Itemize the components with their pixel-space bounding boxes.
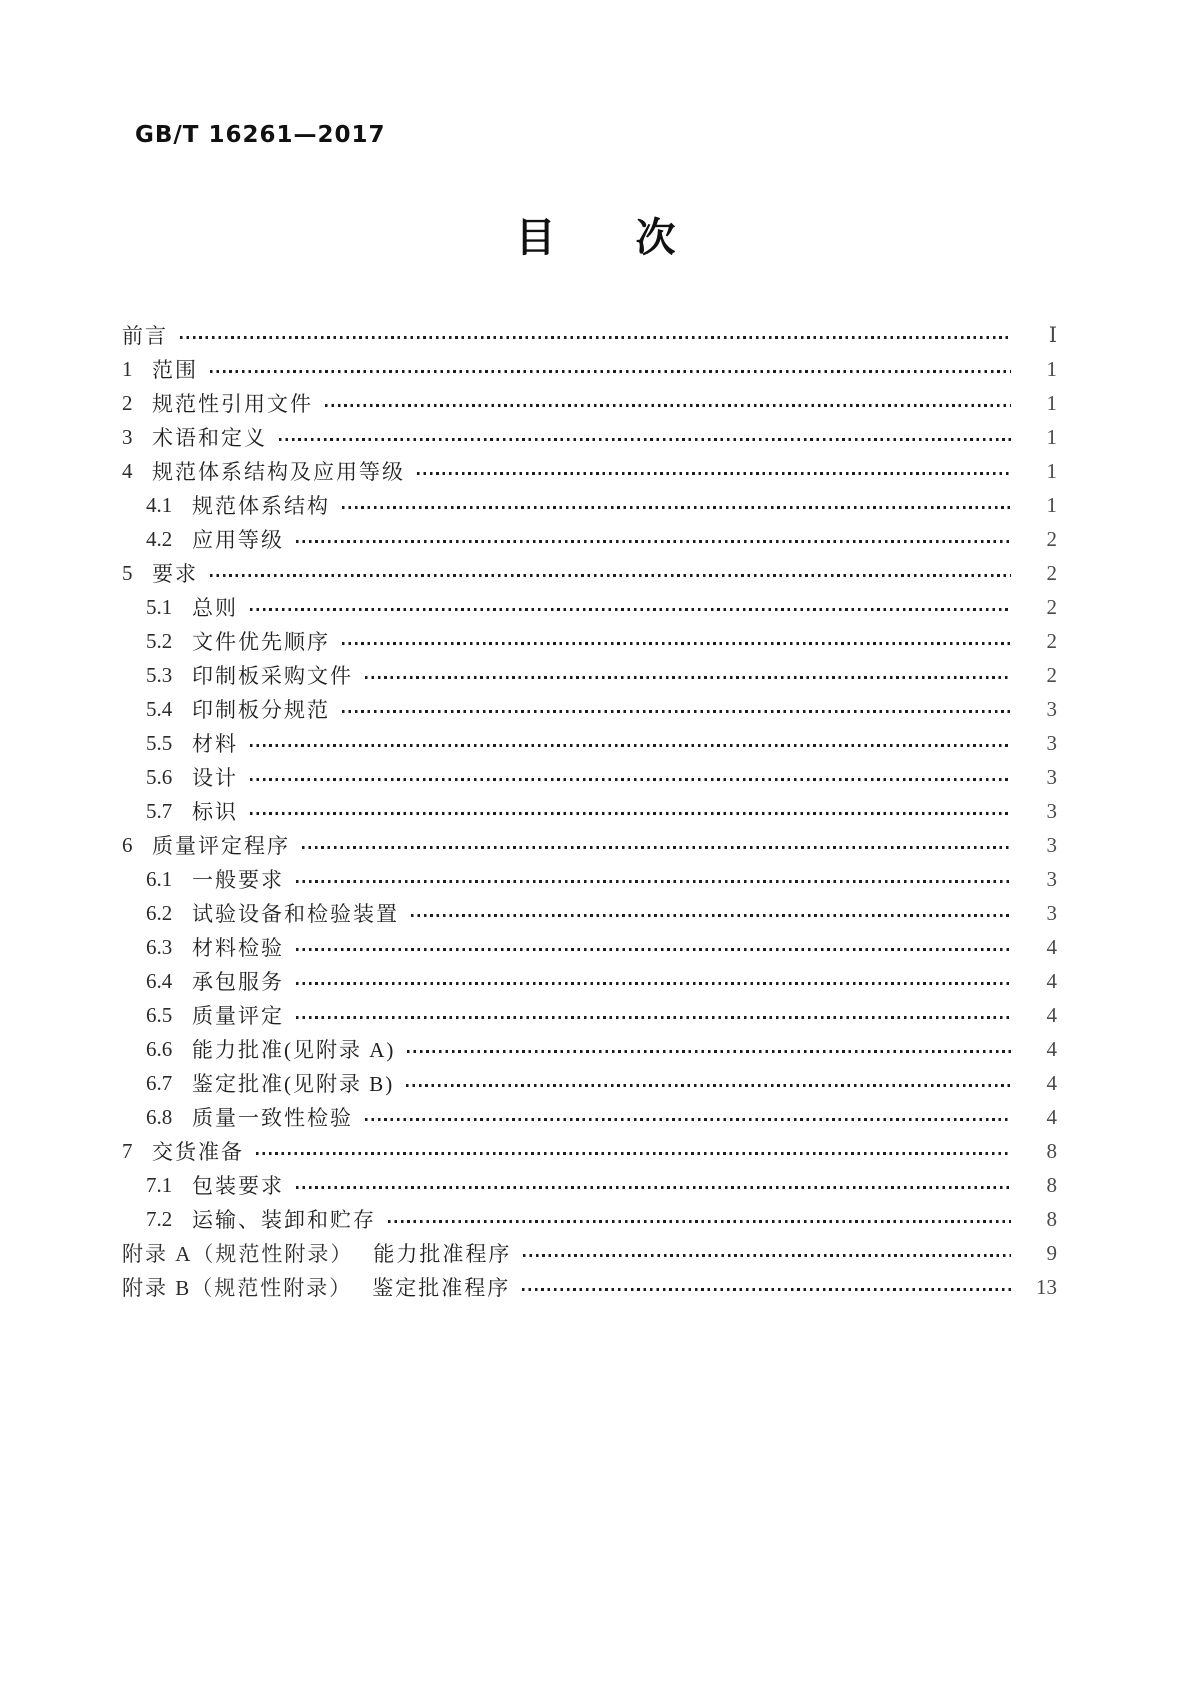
dot-leader	[250, 812, 1011, 815]
toc-entry-page: 4	[1046, 1036, 1057, 1061]
dot-leader	[406, 1084, 1011, 1087]
dot-leader	[302, 846, 1011, 849]
toc-entry-page: 3	[1046, 730, 1057, 755]
dot-leader	[279, 438, 1011, 441]
dot-leader	[417, 472, 1011, 475]
dot-leader	[296, 1016, 1011, 1019]
toc-entry-label: 前言	[122, 324, 168, 348]
toc-entry-number: 3	[122, 424, 133, 449]
dot-leader	[296, 540, 1011, 543]
toc-entry-number: 附录 B（规范性附录）	[122, 1276, 353, 1300]
toc-entry-number: 6.3	[146, 934, 173, 959]
toc-entry-number: 7	[122, 1138, 133, 1163]
toc-entry-4	[122, 454, 1057, 488]
toc-entry-label: 总则	[192, 596, 238, 620]
toc-entry-page: 4	[1046, 934, 1057, 959]
toc-entry-number: 4.1	[146, 492, 173, 517]
toc-entry-3	[122, 420, 1057, 454]
toc-entry-number: 6	[122, 832, 133, 857]
toc-entry-5-1	[122, 590, 1057, 624]
toc-entry-label: 规范性引用文件	[152, 392, 313, 416]
dot-leader	[523, 1254, 1011, 1257]
dot-leader	[210, 574, 1011, 577]
toc-entry-page: 3	[1046, 764, 1057, 789]
toc-entry-6-7	[122, 1066, 1057, 1100]
dot-leader	[250, 608, 1011, 611]
toc-entry-page: 8	[1046, 1138, 1057, 1163]
toc-entry-label: 能力批准(见附录 A)	[192, 1038, 396, 1062]
toc-entry-1	[122, 352, 1057, 386]
toc-entry-label: 规范体系结构及应用等级	[152, 460, 405, 484]
toc-entry-number: 6.4	[146, 968, 173, 993]
toc-entry-page: 1	[1046, 458, 1057, 483]
dot-leader	[296, 948, 1011, 951]
toc-entry-page: 3	[1046, 832, 1057, 857]
toc-entry-number: 5	[122, 560, 133, 585]
toc-entry-2	[122, 386, 1057, 420]
toc-entry-label: 鉴定批准(见附录 B)	[192, 1072, 395, 1096]
dot-leader	[365, 676, 1011, 679]
toc-entry-6-2	[122, 896, 1057, 930]
toc-entry-page: 13	[1036, 1274, 1057, 1299]
toc-entry-label: 印制板采购文件	[192, 664, 353, 688]
toc-entry-page: 9	[1046, 1240, 1057, 1265]
toc-entry-5-4	[122, 692, 1057, 726]
toc-entry-page: 1	[1046, 492, 1057, 517]
dot-leader	[342, 506, 1011, 509]
toc-entry-label: 一般要求	[192, 868, 284, 892]
toc-entry-label: 质量评定程序	[152, 834, 290, 858]
toc-entry-5	[122, 556, 1057, 590]
toc-entry-label: 承包服务	[192, 970, 284, 994]
toc-entry-number: 5.2	[146, 628, 173, 653]
dot-leader	[365, 1118, 1011, 1121]
toc-entry-number: 6.1	[146, 866, 173, 891]
dot-leader	[411, 914, 1011, 917]
table-of-contents	[122, 318, 1057, 1304]
toc-entry-page: 1	[1046, 424, 1057, 449]
toc-entry-5-5	[122, 726, 1057, 760]
standard-number: GB/T 16261—2017	[135, 122, 386, 148]
dot-leader	[210, 370, 1011, 373]
toc-entry-5-3	[122, 658, 1057, 692]
toc-entry-label: 质量评定	[192, 1004, 284, 1028]
dot-leader	[296, 982, 1011, 985]
toc-entry-label: 交货准备	[152, 1140, 244, 1164]
toc-entry-label: 范围	[152, 358, 198, 382]
toc-entry-number: 5.5	[146, 730, 173, 755]
toc-entry-number: 7.1	[146, 1172, 173, 1197]
toc-entry-6	[122, 828, 1057, 862]
dot-leader	[388, 1220, 1011, 1223]
toc-entry-page: 2	[1046, 526, 1057, 551]
toc-entry-page: 1	[1046, 356, 1057, 381]
toc-entry-number: 6.7	[146, 1070, 173, 1095]
page-title: 目 次	[515, 215, 676, 260]
toc-entry-5-7	[122, 794, 1057, 828]
toc-entry-appendix-b	[122, 1270, 1057, 1304]
toc-entry-6-8	[122, 1100, 1057, 1134]
toc-entry-label: 质量一致性检验	[192, 1106, 353, 1130]
toc-entry-4-1	[122, 488, 1057, 522]
toc-entry-6-6	[122, 1032, 1057, 1066]
toc-entry-page: 2	[1046, 560, 1057, 585]
toc-entry-appendix-a	[122, 1236, 1057, 1270]
toc-entry-label: 试验设备和检验装置	[192, 902, 399, 926]
toc-entry-page: Ⅰ	[1048, 322, 1057, 347]
toc-entry-number: 2	[122, 390, 133, 415]
toc-entry-label: 印制板分规范	[192, 698, 330, 722]
toc-entry-label: 材料检验	[192, 936, 284, 960]
toc-entry-label: 材料	[192, 732, 238, 756]
toc-entry-label: 规范体系结构	[192, 494, 330, 518]
toc-entry-label: 术语和定义	[152, 426, 267, 450]
toc-entry-number: 1	[122, 356, 133, 381]
toc-entry-number: 5.7	[146, 798, 173, 823]
dot-leader	[325, 404, 1011, 407]
toc-entry-page: 4	[1046, 1070, 1057, 1095]
toc-entry-page: 2	[1046, 662, 1057, 687]
toc-entry-label: 文件优先顺序	[192, 630, 330, 654]
toc-entry-6-5	[122, 998, 1057, 1032]
toc-entry-page: 4	[1046, 968, 1057, 993]
dot-leader	[250, 744, 1011, 747]
toc-entry-number: 4	[122, 458, 133, 483]
toc-entry-page: 3	[1046, 900, 1057, 925]
toc-entry-number: 5.4	[146, 696, 173, 721]
toc-entry-number: 4.2	[146, 526, 173, 551]
toc-entry-number: 5.1	[146, 594, 173, 619]
dot-leader	[296, 1186, 1011, 1189]
toc-entry-page: 2	[1046, 628, 1057, 653]
dot-leader	[522, 1288, 1011, 1291]
toc-entry-label: 能力批准程序	[373, 1242, 512, 1266]
toc-entry-label: 鉴定批准程序	[372, 1276, 511, 1300]
toc-entry-page: 3	[1046, 696, 1057, 721]
toc-entry-7	[122, 1134, 1057, 1168]
toc-entry-7-1	[122, 1168, 1057, 1202]
toc-entry-4-2	[122, 522, 1057, 556]
toc-entry-number: 6.2	[146, 900, 173, 925]
toc-entry-page: 1	[1046, 390, 1057, 415]
toc-entry-label: 标识	[192, 800, 238, 824]
dot-leader	[250, 778, 1011, 781]
toc-entry-number: 5.3	[146, 662, 173, 687]
toc-entry-page: 2	[1046, 594, 1057, 619]
dot-leader	[180, 336, 1011, 339]
toc-entry-page: 8	[1046, 1172, 1057, 1197]
toc-entry-6-1	[122, 862, 1057, 896]
toc-entry-5-6	[122, 760, 1057, 794]
toc-entry-page: 8	[1046, 1206, 1057, 1231]
dot-leader	[296, 880, 1011, 883]
toc-entry-number: 5.6	[146, 764, 173, 789]
toc-entry-number: 7.2	[146, 1206, 173, 1231]
toc-entry-foreword	[122, 318, 1057, 352]
toc-entry-page: 4	[1046, 1104, 1057, 1129]
toc-entry-6-4	[122, 964, 1057, 998]
dot-leader	[342, 710, 1011, 713]
dot-leader	[256, 1152, 1011, 1155]
toc-entry-label: 包装要求	[192, 1174, 284, 1198]
toc-entry-6-3	[122, 930, 1057, 964]
toc-entry-number: 6.8	[146, 1104, 173, 1129]
toc-entry-label: 要求	[152, 562, 198, 586]
toc-entry-label: 设计	[192, 766, 238, 790]
toc-entry-page: 3	[1046, 866, 1057, 891]
toc-entry-number: 6.6	[146, 1036, 173, 1061]
toc-entry-number: 6.5	[146, 1002, 173, 1027]
toc-entry-page: 3	[1046, 798, 1057, 823]
toc-entry-page: 4	[1046, 1002, 1057, 1027]
dot-leader	[407, 1050, 1011, 1053]
dot-leader	[342, 642, 1011, 645]
toc-entry-label: 应用等级	[192, 528, 284, 552]
toc-entry-label: 运输、装卸和贮存	[192, 1208, 376, 1232]
toc-entry-7-2	[122, 1202, 1057, 1236]
toc-entry-5-2	[122, 624, 1057, 658]
toc-entry-number: 附录 A（规范性附录）	[122, 1242, 354, 1266]
